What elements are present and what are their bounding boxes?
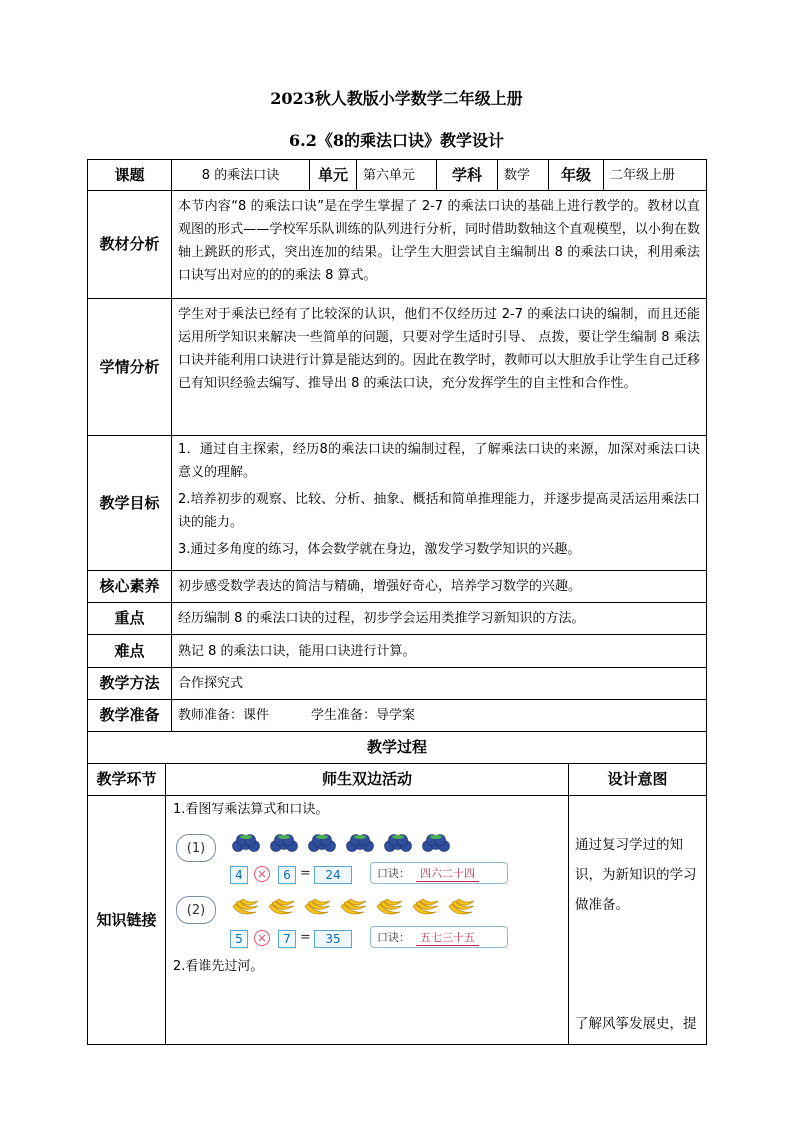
factor-box: 5 <box>230 930 248 948</box>
blueberry-icon <box>420 834 452 854</box>
grade-value: 二年级上册 <box>610 167 676 183</box>
design-intent-2: 了解风筝发展史，提 <box>575 1016 697 1032</box>
topic-value: 8 的乘法口诀 <box>201 167 280 183</box>
koujue-answer: 四六二十四 <box>416 865 479 882</box>
difficult-point-text: 熟记 8 的乘法口诀，能用口诀进行计算。 <box>178 643 416 659</box>
blueberry-icon <box>268 834 300 854</box>
process-col-activity: 师生双边活动 <box>321 770 412 788</box>
design-intent-1: 通过复习学过的知识，为新知识的学习做准备。 <box>575 837 697 913</box>
koujue-label: 口诀： <box>377 931 410 944</box>
koujue-box <box>370 926 508 948</box>
equals-sign: = <box>300 866 311 881</box>
teaching-goal-item: 1．通过自主探索，经历8的乘法口诀的编制过程，了解乘法口诀的来源，加深对乘法口诀意义的理解。 <box>178 442 700 480</box>
table-line <box>87 795 707 796</box>
banana-icon <box>410 896 440 920</box>
table-line <box>87 1044 707 1045</box>
process-col-intent: 设计意图 <box>607 770 668 788</box>
activity-item-1: 1.看图写乘法算式和口诀。 <box>173 802 329 817</box>
koujue-label: 口诀： <box>377 867 410 880</box>
teaching-goal-item: 3.通过多角度的练习，体会数学就在身边，激发学习数学知识的兴趣。 <box>178 542 581 557</box>
factor-box: 7 <box>278 930 296 948</box>
unit-label: 单元 <box>317 165 348 184</box>
exercise-figure <box>172 826 517 950</box>
koujue-answer: 五七三十五 <box>416 929 479 946</box>
banana-icon <box>266 896 296 920</box>
teaching-goals-label: 教学目标 <box>99 493 160 512</box>
key-point-label: 重点 <box>114 609 145 627</box>
unit-value: 第六单元 <box>363 167 416 183</box>
process-col-stage: 教学环节 <box>96 770 157 788</box>
blueberry-icon <box>306 834 338 854</box>
core-literacy-text: 初步感受数学表达的简洁与精确，增强好奇心，培养学习数学的兴趣。 <box>178 579 582 594</box>
subject-label: 学科 <box>451 165 482 184</box>
material-analysis-text: 本节内容“8 的乘法口诀”是在学生掌握了 2-7 的乘法口诀的基础上进行教学的。教材以直观图的形式——学校军乐队训练的队列进行分析，同时借助数轴这个直观模型，以小狗在数轴上跳跃的形式，突出连加的结果。让学生大胆尝试自主编制出 8 的乘法口诀，利用乘法口诀写出对应的的的乘法 8 算式。 <box>178 199 700 283</box>
blueberry-row <box>230 834 452 854</box>
question-number-bubble: (2) <box>176 896 216 924</box>
activity-item-2: 2.看谁先过河。 <box>173 959 264 974</box>
teacher-prep: 教师准备：课件 <box>178 708 270 723</box>
process-stage-knowledge-link: 知识链接 <box>96 910 157 929</box>
topic-label: 课题 <box>114 165 145 184</box>
process-title: 教学过程 <box>366 738 427 756</box>
teaching-method-text: 合作探究式 <box>178 676 244 691</box>
material-analysis-label: 教材分析 <box>99 235 160 253</box>
subject-value: 数学 <box>504 167 531 183</box>
document-subtitle: 6.2《8的乘法口诀》教学设计 <box>289 131 504 150</box>
document-title: 2023秋人教版小学数学二年级上册 <box>270 89 523 108</box>
times-icon: × <box>254 866 270 882</box>
student-prep: 学生准备：导学案 <box>311 708 416 723</box>
factor-box: 4 <box>230 866 248 884</box>
banana-row <box>230 896 476 920</box>
times-icon: × <box>254 930 270 946</box>
teaching-goal-item: 2.培养初步的观察、比较、分析、抽象、概括和简单推理能力，并逐步提高灵活运用乘法口诀的能力。 <box>178 492 700 530</box>
blueberry-icon <box>344 834 376 854</box>
equals-sign: = <box>300 930 311 945</box>
teaching-goals-list <box>172 436 706 570</box>
banana-icon <box>302 896 332 920</box>
teaching-prep-label: 教学准备 <box>99 706 160 724</box>
banana-icon <box>374 896 404 920</box>
difficult-point-label: 难点 <box>114 641 145 660</box>
student-analysis-text: 学生对于乘法已经有了比较深的认识，他们不仅经历过 2-7 的乘法口诀的编制，而且还能运用所学知识来解决一些简单的问题，只要对学生适时引导、 点拨，要让学生编制 8 乘法口诀并能利用口诀进行计算是能达到的。因此在教学时，教师可以大胆放手让学生自己迁移已有知识经验去编写、推导出 8 的乘法口诀，充分发挥学生的自主性和合作性。 <box>178 307 700 391</box>
product-box: 35 <box>314 930 352 948</box>
grade-label: 年级 <box>560 165 591 184</box>
blueberry-icon <box>382 834 414 854</box>
key-point-text: 经历编制 8 的乘法口诀的过程，初步学会运用类推学习新知识的方法。 <box>178 611 585 626</box>
banana-icon <box>230 896 260 920</box>
product-box: 24 <box>314 866 352 884</box>
teaching-prep-values <box>172 700 706 731</box>
table-line <box>165 763 166 1044</box>
banana-icon <box>338 896 368 920</box>
core-literacy-label: 核心素养 <box>99 577 160 595</box>
blueberry-icon <box>230 834 262 854</box>
table-line <box>568 763 569 1044</box>
teaching-method-label: 教学方法 <box>99 674 160 692</box>
banana-icon <box>446 896 476 920</box>
question-number-bubble: (1) <box>176 834 216 862</box>
factor-box: 6 <box>278 866 296 884</box>
student-analysis-label: 学情分析 <box>99 357 160 376</box>
koujue-box <box>370 862 508 884</box>
